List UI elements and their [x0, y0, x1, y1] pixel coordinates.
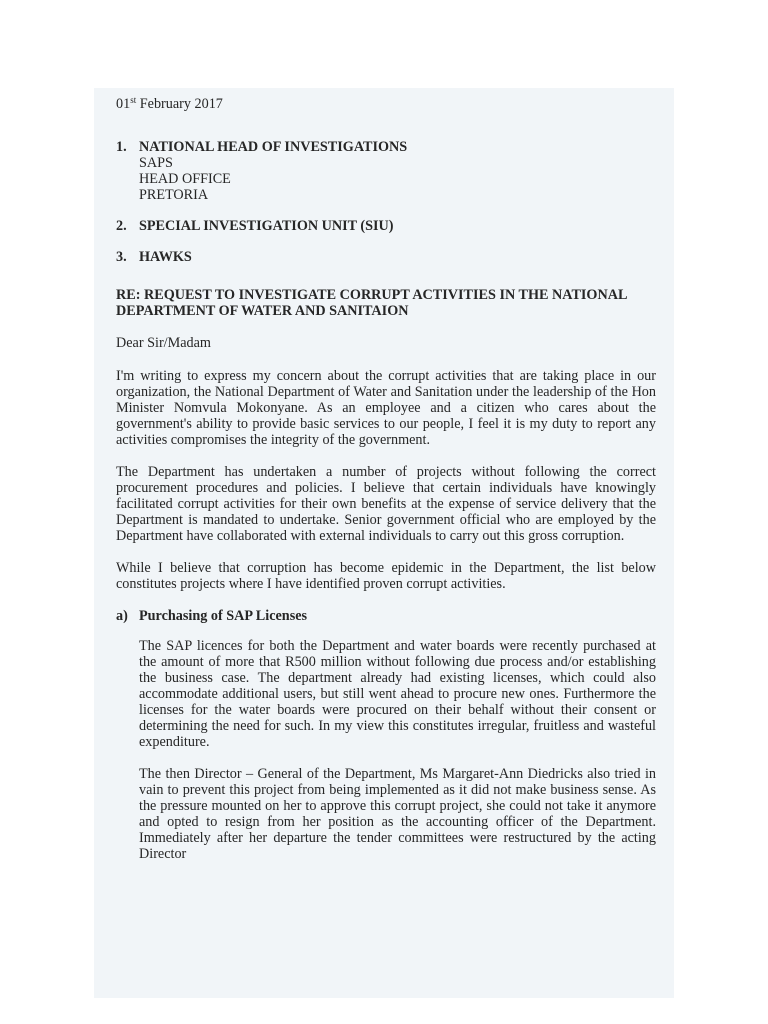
- recipient-1: [116, 139, 656, 203]
- recipient-title: SPECIAL INVESTIGATION UNIT (SIU): [139, 218, 394, 234]
- recipient-number: 1.: [116, 139, 127, 155]
- date-day: 01: [116, 96, 131, 112]
- recipient-line: PRETORIA: [139, 187, 209, 203]
- date-month-year: February 2017: [136, 96, 223, 112]
- recipient-2: [116, 218, 656, 234]
- recipient-number: 2.: [116, 218, 127, 234]
- recipient-title: NATIONAL HEAD OF INVESTIGATIONS: [139, 139, 408, 155]
- section-label: a): [116, 608, 128, 624]
- letter-page: [94, 88, 674, 998]
- body-paragraph-1: I'm writing to express my concern about the corrupt activities that are taking place in our organization, the National Department of Water and Sanitation under the leadership of the Hon Minister Nomvula Mokonyane. As an employee and a citizen who cares about the government's ability to provide basic services to our people, I feel it is my duty to report any activities compromises the integrity of the government.: [116, 368, 656, 448]
- letter-content: [116, 92, 656, 878]
- body-paragraph-2: The Department has undertaken a number of projects without following the correct procurement procedures and policies. I believe that certain individuals have knowingly facilitated corrupt activities for their own benefits at the expense of service delivery that the Department is mandated to undertake. Senior government official who are employed by the Department have collaborated with external individuals to carry out this gross corruption.: [116, 464, 656, 544]
- body-paragraph-3: While I believe that corruption has become epidemic in the Department, the list below constitutes projects where I have identified proven corrupt activities.: [116, 560, 656, 592]
- letter-subject: RE: REQUEST TO INVESTIGATE CORRUPT ACTIVITIES IN THE NATIONAL DEPARTMENT OF WATER AND SANITAION: [116, 287, 627, 319]
- recipient-line: HEAD OFFICE: [139, 171, 231, 187]
- section-paragraph-2: The then Director – General of the Department, Ms Margaret-Ann Diedricks also tried in vain to prevent this project from being implemented as it did not make business sense. As the pressure mounted on her to approve this corrupt project, she could not take it anymore and opted to resign from her position as the accounting officer of the Department. Immediately after her departure the tender committees were restructured by the acting Director: [139, 766, 656, 862]
- section-body: [139, 638, 656, 862]
- recipient-list: [116, 139, 656, 265]
- section-title: Purchasing of SAP Licenses: [139, 608, 308, 624]
- section-heading: [116, 608, 656, 624]
- letter-date: [116, 92, 656, 112]
- salutation: Dear Sir/Madam: [116, 335, 211, 351]
- recipient-title: HAWKS: [139, 249, 192, 265]
- date-suffix: st: [130, 95, 137, 105]
- recipient-3: [116, 249, 656, 265]
- section-paragraph-1: The SAP licences for both the Department and water boards were recently purchased at the amount of more that R500 million without following due process and/or establishing the business case. The department already had existing licenses, which could also accommodate additional users, but still went ahead to procure new ones. Furthermore the licenses for the water boards were procured on their behalf without their consent or determining the need for such. In my view this constitutes irregular, fruitless and wasteful expenditure.: [139, 638, 656, 750]
- recipient-number: 3.: [116, 249, 127, 265]
- recipient-line: SAPS: [139, 155, 173, 171]
